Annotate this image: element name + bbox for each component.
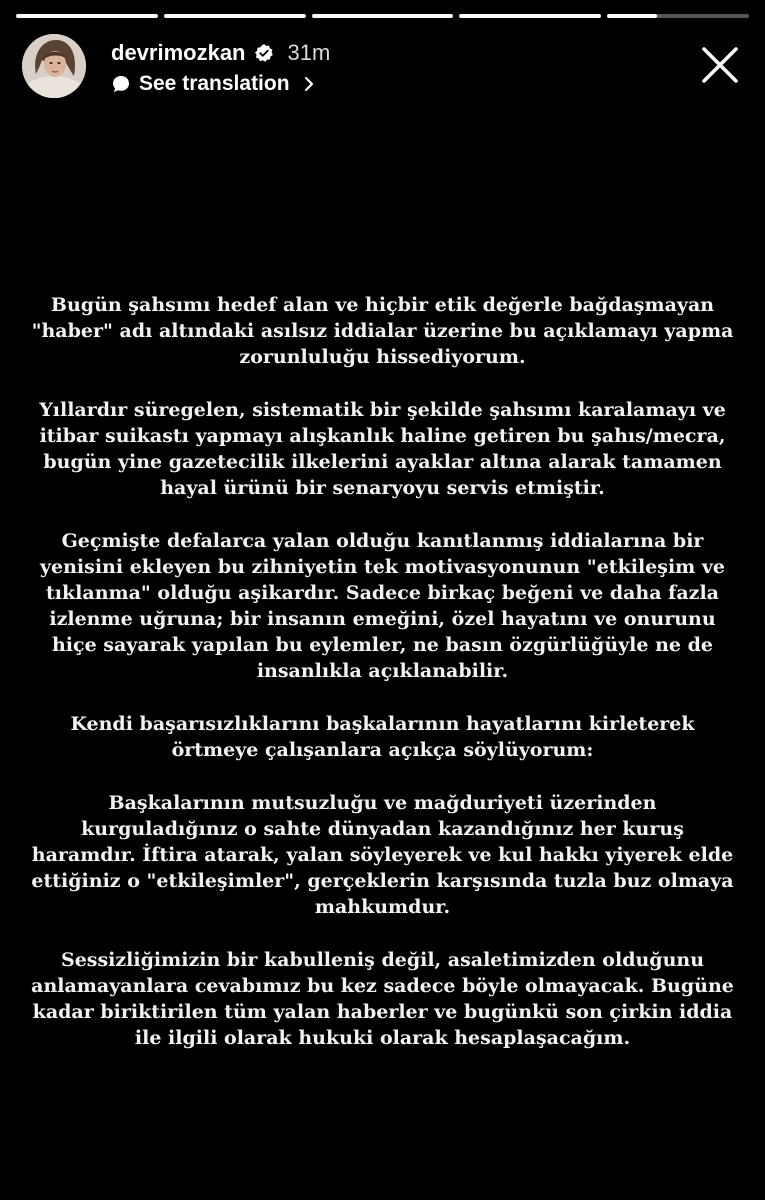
statement-paragraph: Yıllardır süregelen, sistematik bir şekilde şahsımı karalamayı ve itibar suikastı yapmayı alışkanlık haline getiren bu şahıs/mecra, bugün yine gazetecilik ilkelerini ayaklar altına alarak tamamen hayal ürünü bir senaryoyu servis etmiştir.: [39, 399, 726, 499]
statement-paragraph: Başkalarının mutsuzluğu ve mağduriyeti üzerinden kurguladığınız o sahte dünyadan kazandığınız her kuruş haramdır. İftira atarak, yalan söyleyerek ve kul hakkı yiyerek elde ettiğiniz o "etkileşimler", gerçeklerin karşısında tuzla buz olmaya mahkumdur.: [31, 792, 734, 918]
see-translation-label: See translation: [139, 72, 290, 95]
chevron-right-icon: [302, 75, 316, 93]
translate-bubble-icon: [111, 74, 131, 94]
verified-badge-icon: [254, 43, 274, 63]
story-progress-fill: [312, 14, 454, 18]
story-progress-bar: [16, 14, 749, 18]
avatar-image: [22, 34, 86, 98]
username[interactable]: devrimozkan: [111, 40, 246, 65]
story-statement-text: [30, 292, 735, 1078]
story-progress-segment: [459, 14, 601, 18]
story-progress-segment: [607, 14, 749, 18]
story-progress-fill: [16, 14, 158, 18]
statement-paragraph: Geçmişte defalarca yalan olduğu kanıtlanmış iddialarına bir yenisini ekleyen bu zihniyetin tek motivasyonunun "etkileşim ve tıklanma" olduğu aşikardır. Sadece birkaç beğeni ve daha fazla izlenme uğruna; bir insanın emeğini, özel hayatını ve onurunu hiçe sayarak yapılan bu eylemler, ne basın özgürlüğüyle ne de insanlıkla açıklanabilir.: [39, 530, 726, 682]
close-button[interactable]: [697, 42, 743, 88]
statement-paragraph: Kendi başarısızlıklarını başkalarının hayatlarını kirleterek örtmeye çalışanlara açıkça söylüyorum:: [70, 713, 695, 761]
post-time: 31m: [287, 40, 331, 65]
story-progress-fill: [607, 14, 657, 18]
see-translation-link[interactable]: [111, 70, 316, 98]
story-progress-segment: [164, 14, 306, 18]
story-progress-segment: [312, 14, 454, 18]
statement-paragraph: Bugün şahsımı hedef alan ve hiçbir etik değerle bağdaşmayan "haber" adı altındaki asılsız iddialar üzerine bu açıklamayı yapma zorunluluğu hissediyorum.: [31, 294, 734, 368]
story-header: [22, 34, 749, 102]
statement-paragraph: Sessizliğimizin bir kabulleniş değil, asaletimizden olduğunu anlamayanlara cevabımız bu kez sadece böyle olmayacak. Bugüne kadar biriktirilen tüm yalan haberler ve bugünkü son çirkin iddia ile ilgili olarak hukuki olarak hesaplaşacağım.: [31, 949, 734, 1049]
story-progress-fill: [164, 14, 306, 18]
avatar[interactable]: [22, 34, 86, 98]
user-info: [111, 38, 330, 68]
story-progress-segment: [16, 14, 158, 18]
close-icon: [700, 45, 740, 85]
story-progress-fill: [459, 14, 601, 18]
